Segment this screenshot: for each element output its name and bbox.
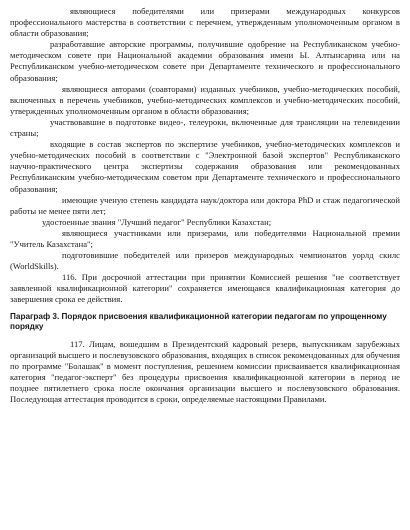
section-heading: Параграф 3. Порядок присвоения квалификационной категории педагогам по упрощенному порядку (10, 311, 387, 332)
paragraph-worldskills: подготовившие победителей или призеров международных чемпионатов уорлд скилс (WorldSkills). (10, 250, 400, 272)
paragraph-winners-competitions: являющиеся победителями или призерами международных конкурсов профессионального мастерства в соответствии с перечнем, утвержденным уполномоченным органом в области образования; (10, 6, 400, 39)
paragraph-video-lessons: участвовавшие в подготовке видео-, телеуроки, включенные для трансляции на телевидении страны; (10, 116, 400, 139)
paragraph-textbook-authors: являющиеся авторами (соавторами) изданных учебников, учебно-методических пособий, включенных в перечень учебников, учебно-методических комплексов и учебно-методических пособий, утвержденных уполномоченным органом в области образования; (10, 83, 400, 116)
paragraph-academic-degree: имеющие ученую степень кандидата наук/доктора или доктора PhD и стаж педагогической работы не менее пяти лет; (10, 194, 400, 216)
paragraph-author-programs: разработавшие авторские программы, получившие одобрение на Республиканском учебно-методическом совете при Национальной академии образования имени Ы. Алтынсарина или на Республиканском учебно-методическом совете при Департаменте технического и профессионального образования; (10, 39, 400, 83)
paragraph-textbook-experts: входящие в состав экспертов по экспертизе учебников, учебно-методических комплексов и учебно-методических пособий в соответствии с "Электронной базой экспертов" Республиканского научно-практического центра экспертизы содержания образования или рекомендованных Республиканским учебно-методическим советом при Департаменте технического и профессионального образования; (10, 139, 400, 194)
paragraph-116: 116. При досрочной аттестации при принятии Комиссией решения "не соответствует заявленной квалификационной категории" сохраняется имеющаяся квалификационная категория до завершения срока ее действия. (10, 272, 400, 305)
paragraph-117: 117. Лицам, вошедшим в Президентский кадровый резерв, выпускникам зарубежных организаций высшего и послевузовского образования, входящих в список рекомендованных для обучения по программе "Болашак" в момент поступления, решением комиссии присваивается квалификационная категория "педагог-эксперт" без процедуры присвоения квалификационной категории в период не позднее пятилетнего срока после окончания организации высшего и послевузовского образования. Последующая аттестация проводится в сроки, определяемые настоящими Правилами. (10, 338, 400, 405)
paragraph-best-teacher: удостоенные звания "Лучший педагог" Республики Казахстан; (42, 216, 272, 227)
paragraph-national-prize: являющиеся участниками или призерами, или победителями Национальной премии "Учитель Казахстана"; (10, 227, 400, 249)
